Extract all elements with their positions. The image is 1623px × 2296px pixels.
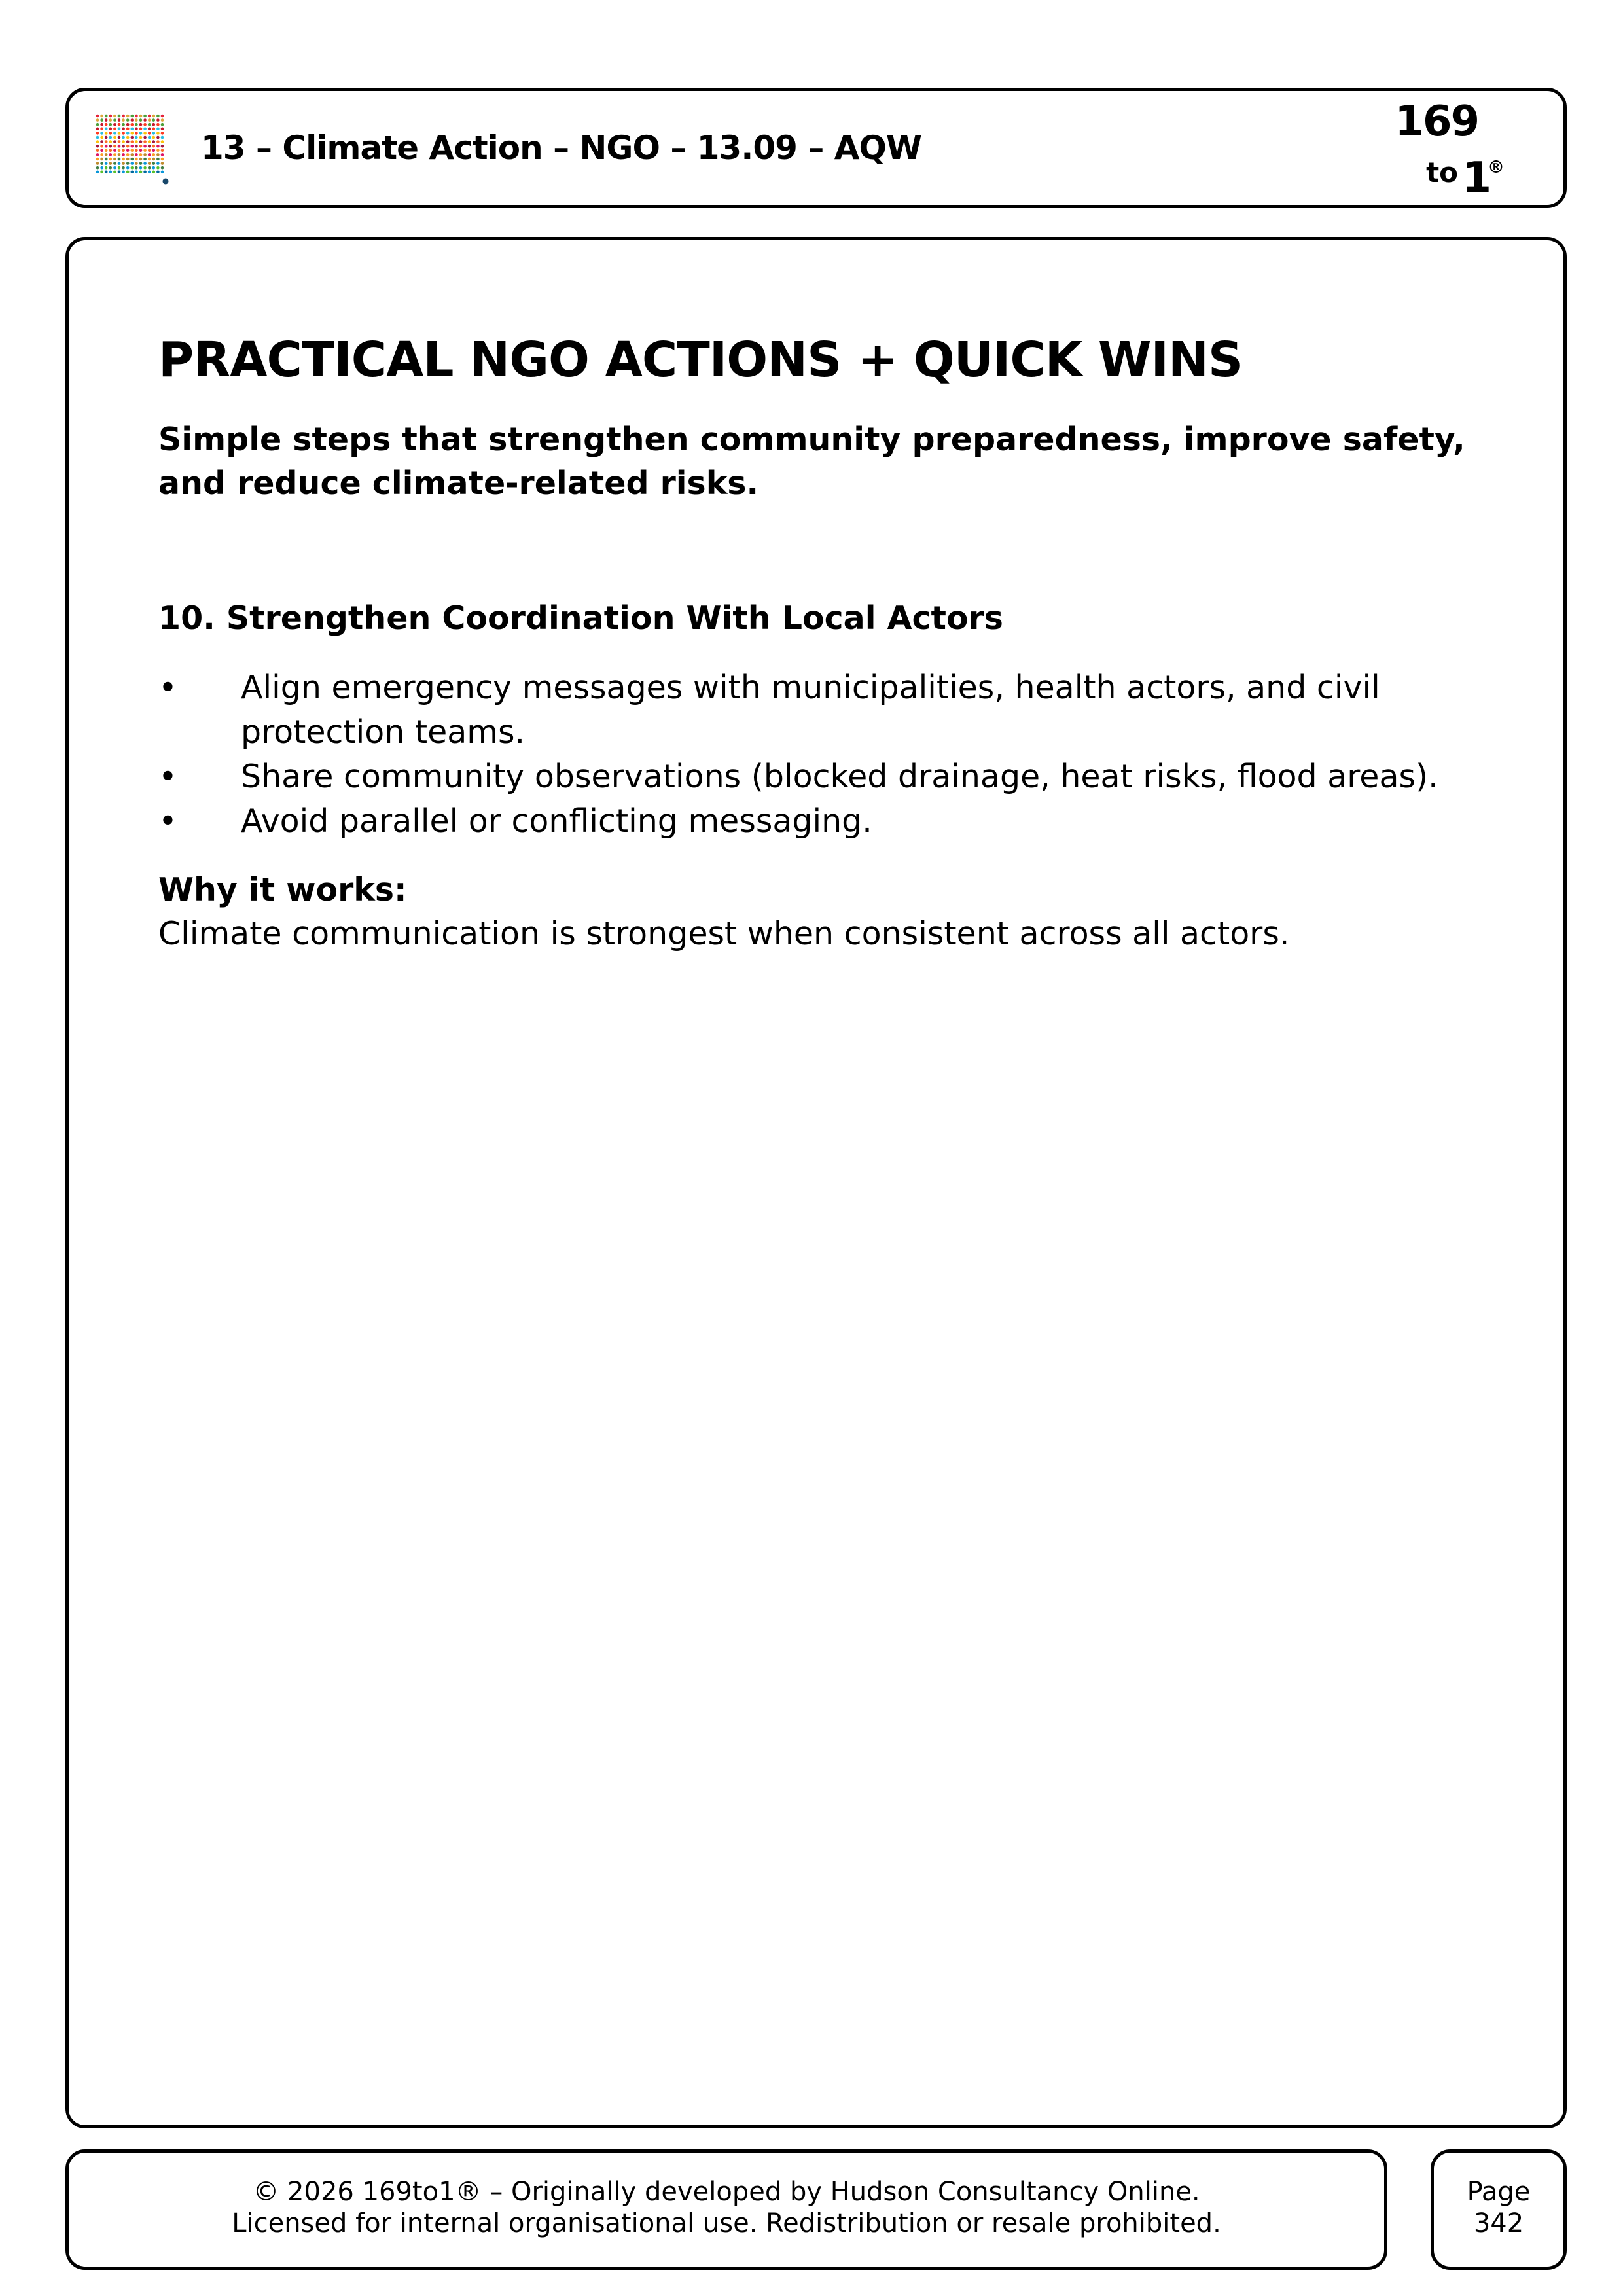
section-heading: 10. Strengthen Coordination With Local Actors: [158, 600, 1003, 637]
document-title: 13 – Climate Action – NGO – 13.09 – AQW: [201, 129, 922, 167]
list-item-text: Share community observations (blocked drainage, heat risks, flood areas).: [241, 758, 1438, 795]
bullet-list: [158, 666, 1513, 844]
list-item-text: Avoid parallel or conflicting messaging.: [241, 802, 872, 840]
why-it-works-text: Climate communication is strongest when consistent across all actors.: [158, 915, 1290, 952]
page-label: Page: [1467, 2177, 1531, 2207]
footer-copyright-box: [65, 2149, 1387, 2270]
list-item: [158, 799, 1513, 844]
bullet-icon: •: [158, 758, 177, 795]
list-item-text: Align emergency messages with municipalities, health actors, and civil protection teams.: [241, 669, 1380, 751]
page-subtitle: Simple steps that strengthen community preparedness, improve safety, and reduce climate-related risks.: [158, 421, 1465, 502]
bullet-icon: •: [158, 802, 177, 840]
main-content-panel: [65, 237, 1567, 2128]
copyright-line: © 2026 169to1® – Originally developed by Hudson Consultancy Online.: [253, 2177, 1200, 2207]
brand-one: 1: [1462, 154, 1491, 202]
logo-dot-grid-icon: [95, 113, 171, 185]
brand-number: 169: [1395, 98, 1478, 146]
bullet-icon: •: [158, 669, 177, 706]
brand-to: to: [1426, 156, 1458, 188]
header-bar: [65, 88, 1567, 208]
page-heading: PRACTICAL NGO ACTIONS + QUICK WINS: [158, 332, 1243, 388]
why-it-works-label: Why it works:: [158, 871, 407, 908]
list-item: [158, 755, 1513, 799]
license-line: Licensed for internal organisational use. Redistribution or resale prohibited.: [232, 2208, 1221, 2238]
page-number-box: [1431, 2149, 1567, 2270]
page-number: 342: [1473, 2208, 1524, 2238]
brand-registered-mark: ®: [1488, 158, 1505, 177]
list-item: [158, 666, 1513, 755]
